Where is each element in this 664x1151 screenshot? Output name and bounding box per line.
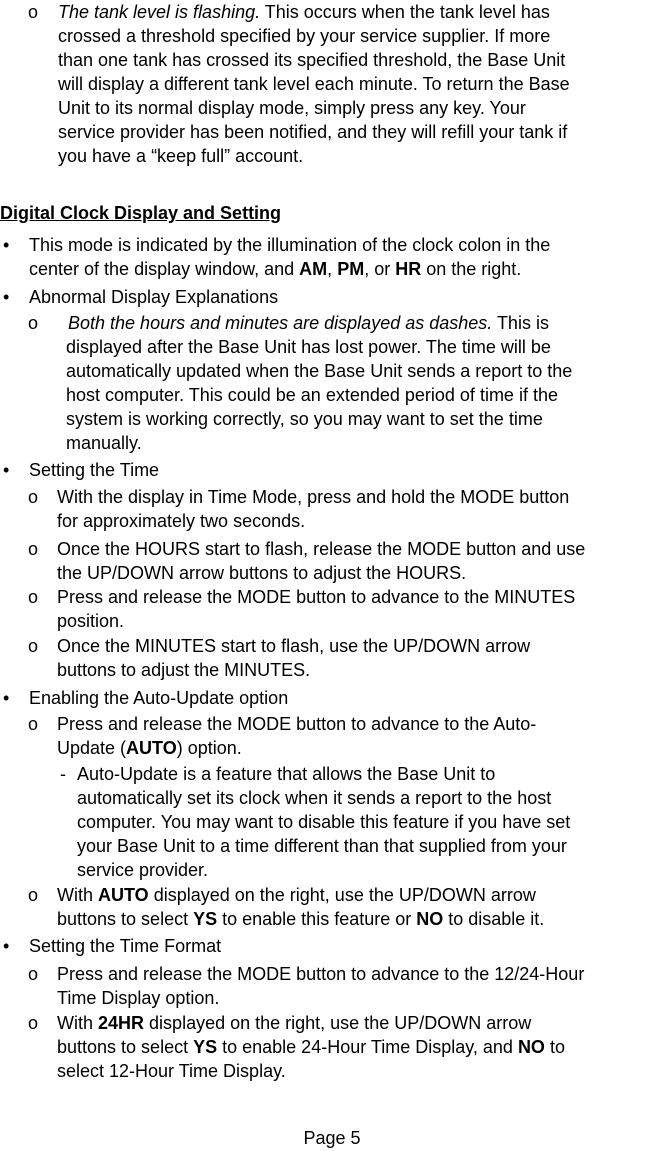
- abnormal-dashes-line: host computer. This could be an extended period of time if the: [66, 385, 558, 405]
- tank-flashing-title: The tank level is flashing.: [58, 2, 261, 22]
- auto-update-note: automatically set its clock when it sends a report to the host: [77, 788, 552, 808]
- dashes-title: Both the hours and minutes are displayed as dashes.: [68, 313, 493, 333]
- circle-marker: o: [28, 587, 39, 607]
- tank-flashing-line: service provider has been notified, and they will refill your tank if: [58, 122, 568, 142]
- bullet-marker: •: [3, 936, 10, 956]
- setting-time-step: position.: [57, 611, 125, 631]
- circle-marker: o: [28, 964, 39, 984]
- setting-time-step: With the display in Time Mode, press and hold the MODE button: [57, 487, 570, 507]
- 24hr-label: 24HR: [98, 1013, 145, 1033]
- tank-flashing-line: crossed a threshold specified by your service supplier. If more: [58, 26, 551, 46]
- tank-flashing-line: The tank level is flashing. This occurs when the tank level has: [58, 2, 550, 22]
- auto-label: AUTO: [98, 885, 149, 905]
- abnormal-label: Abnormal Display Explanations: [29, 287, 279, 307]
- setting-time-step: Once the MINUTES start to flash, use the UP/DOWN arrow: [57, 636, 531, 656]
- bullet-marker: •: [3, 460, 10, 480]
- tank-flashing-line: you have a “keep full” account.: [58, 146, 304, 166]
- time-format-step: Press and release the MODE button to advance to the 12/24-Hour: [57, 964, 585, 984]
- auto-label: AUTO: [126, 738, 177, 758]
- time-format-step: Time Display option.: [57, 988, 220, 1008]
- auto-update-step: With AUTO displayed on the right, use the UP/DOWN arrow: [57, 885, 536, 905]
- circle-marker: o: [28, 539, 39, 559]
- auto-update-step: Update (AUTO) option.: [57, 738, 242, 758]
- setting-time-step: Once the HOURS start to flash, release the MODE button and use: [57, 539, 586, 559]
- abnormal-dashes-line: displayed after the Base Unit has lost power. The time will be: [66, 337, 551, 357]
- abnormal-dashes-line: automatically updated when the Base Unit sends a report to the: [66, 361, 573, 381]
- setting-time-step: buttons to adjust the MINUTES.: [57, 660, 311, 680]
- bullet-marker: •: [3, 688, 10, 708]
- setting-time-label: Setting the Time: [29, 460, 160, 480]
- ys-label: YS: [193, 1037, 218, 1057]
- auto-update-label: Enabling the Auto-Update option: [29, 688, 289, 708]
- circle-marker: o: [28, 2, 39, 22]
- setting-time-step: for approximately two seconds.: [57, 511, 306, 531]
- ys-label: YS: [193, 909, 218, 929]
- auto-update-note: Auto-Update is a feature that allows the Base Unit to: [77, 764, 496, 784]
- circle-marker: o: [28, 313, 39, 333]
- circle-marker: o: [28, 636, 39, 656]
- time-format-step: buttons to select YS to enable 24-Hour Time Display, and NO to: [57, 1037, 565, 1057]
- dash-marker: -: [60, 764, 66, 784]
- circle-marker: o: [28, 487, 39, 507]
- tank-flashing-line: will display a different tank level each minute. To return the Base: [58, 74, 570, 94]
- auto-update-step: buttons to select YS to enable this feature or NO to disable it.: [57, 909, 545, 929]
- mode-indicated-line: This mode is indicated by the illumination of the clock colon in the: [29, 235, 551, 255]
- setting-time-step: Press and release the MODE button to advance to the MINUTES: [57, 587, 576, 607]
- mode-indicated-line: center of the display window, and AM, PM, or HR on the right.: [29, 259, 522, 279]
- time-format-step: With 24HR displayed on the right, use the UP/DOWN arrow: [57, 1013, 532, 1033]
- bullet-marker: •: [3, 235, 10, 255]
- auto-update-note: computer. You may want to disable this feature if you have set: [77, 812, 571, 832]
- abnormal-dashes-line: manually.: [66, 433, 142, 453]
- no-label: NO: [517, 1037, 545, 1057]
- tank-flashing-line: than one tank has crossed its specified threshold, the Base Unit: [58, 50, 566, 70]
- am-label: AM: [299, 259, 328, 279]
- abnormal-dashes-line: Both the hours and minutes are displayed as dashes. This is: [68, 313, 549, 333]
- abnormal-dashes-line: system is working correctly, so you may want to set the time: [66, 409, 543, 429]
- circle-marker: o: [28, 714, 39, 734]
- no-label: NO: [416, 909, 444, 929]
- setting-time-step: the UP/DOWN arrow buttons to adjust the HOURS.: [57, 563, 467, 583]
- auto-update-note: your Base Unit to a time different than that supplied from your: [77, 836, 567, 856]
- time-format-step: select 12-Hour Time Display.: [57, 1061, 286, 1081]
- pm-label: PM: [337, 259, 365, 279]
- section-heading: Digital Clock Display and Setting: [0, 203, 282, 223]
- page-number: Page 5: [303, 1128, 361, 1148]
- auto-update-note: service provider.: [77, 860, 209, 880]
- tank-flashing-line: Unit to its normal display mode, simply press any key. Your: [58, 98, 526, 118]
- bullet-marker: •: [3, 287, 10, 307]
- time-format-label: Setting the Time Format: [29, 936, 222, 956]
- circle-marker: o: [28, 1013, 39, 1033]
- circle-marker: o: [28, 885, 39, 905]
- hr-label: HR: [395, 259, 422, 279]
- auto-update-step: Press and release the MODE button to advance to the Auto-: [57, 714, 537, 734]
